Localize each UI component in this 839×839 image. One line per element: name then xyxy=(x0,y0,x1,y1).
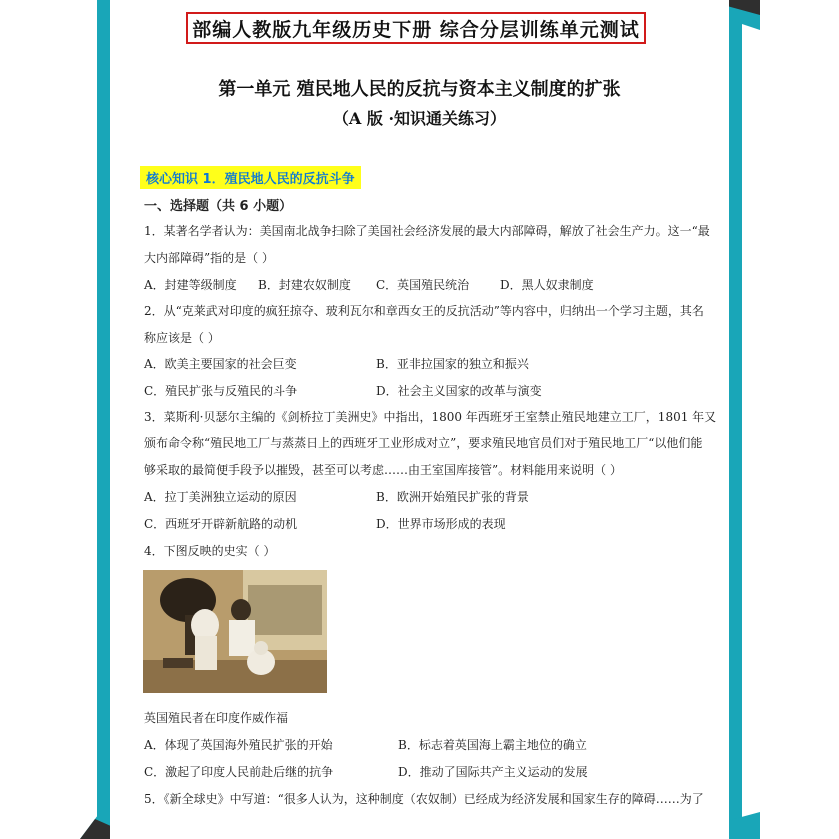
right-frame-bar xyxy=(729,0,742,839)
historical-photo xyxy=(143,570,327,693)
q1-option-c: C．英国殖民统治 xyxy=(376,278,470,292)
q1-option-b: B．封建农奴制度 xyxy=(258,278,351,292)
q2-option-c: C．殖民扩张与反殖民的斗争 xyxy=(144,384,298,398)
q3-option-b: B．欧洲开始殖民扩张的背景 xyxy=(376,490,529,504)
q3-line1: 3．菜斯利·贝瑟尔主编的《剑桥拉丁美洲史》中指出，1800 年西班牙王室禁止殖民地建立工厂，1801 年又 xyxy=(144,410,717,424)
photo-caption: 英国殖民者在印度作威作福 xyxy=(144,711,289,725)
q2-option-d: D．社会主义国家的改革与演变 xyxy=(376,384,542,398)
q2-line1: 2．从“克莱武对印度的疯狂掠夺、玻利瓦尔和章西女王的反抗活动”等内容中，归纳出一个学习主题，其名 xyxy=(144,304,704,318)
q3-option-d: D．世界市场形成的表现 xyxy=(376,517,506,531)
unit-title: 第一单元 殖民地人民的反抗与资本主义制度的扩张 xyxy=(218,79,621,100)
q5-line1: 5．《新全球史》中写道：“很多人认为，这种制度（农奴制）已经成为经济发展和国家生存的障碍……为了 xyxy=(144,792,704,806)
q4-option-b: B．标志着英国海上霸主地位的确立 xyxy=(398,738,587,752)
q1-option-d: D．黑人奴隶制度 xyxy=(500,278,594,292)
left-frame-bar xyxy=(97,0,110,839)
document-page xyxy=(110,0,729,839)
part-heading: 一、选择题（共 6 小题） xyxy=(144,199,293,214)
q1-line2: 大内部障碍”指的是（ ） xyxy=(144,251,274,265)
q4-option-d: D．推动了国际共产主义运动的发展 xyxy=(398,765,588,779)
q1-option-a: A．封建等级制度 xyxy=(144,278,237,292)
q2-line2: 称应该是（ ） xyxy=(144,331,220,345)
banner-title: 部编人教版九年级历史下册 综合分层训练单元测试 xyxy=(186,12,646,44)
q4-line1: 4．下图反映的史实（ ） xyxy=(144,544,276,558)
q3-line2: 颁布命令称“殖民地工厂与蒸蒸日上的西班牙工业形成对立”，要求殖民地官员们对于殖民地工厂“以他们能 xyxy=(144,436,703,450)
q3-option-a: A．拉丁美洲独立运动的原因 xyxy=(144,490,297,504)
q3-line3: 够采取的最简便手段予以摧毁，甚至可以考虑……由王室国库接管”。材料能用来说明（ ） xyxy=(144,463,622,477)
q4-option-c: C．激起了印度人民前赴后继的抗争 xyxy=(144,765,334,779)
q1-line1: 1．某著名学者认为：美国南北战争扫除了美国社会经济发展的最大内部障碍，解放了社会生产力。这一“最 xyxy=(144,224,710,238)
q2-option-b: B．亚非拉国家的独立和振兴 xyxy=(376,357,529,371)
section-tag: 核心知识 1．殖民地人民的反抗斗争 xyxy=(140,166,361,189)
q3-option-c: C．西班牙开辟新航路的动机 xyxy=(144,517,298,531)
q2-option-a: A．欧美主要国家的社会巨变 xyxy=(144,357,297,371)
unit-subtitle: （A 版 ·知识通关练习） xyxy=(332,109,507,128)
q4-option-a: A．体现了英国海外殖民扩张的开始 xyxy=(144,738,333,752)
